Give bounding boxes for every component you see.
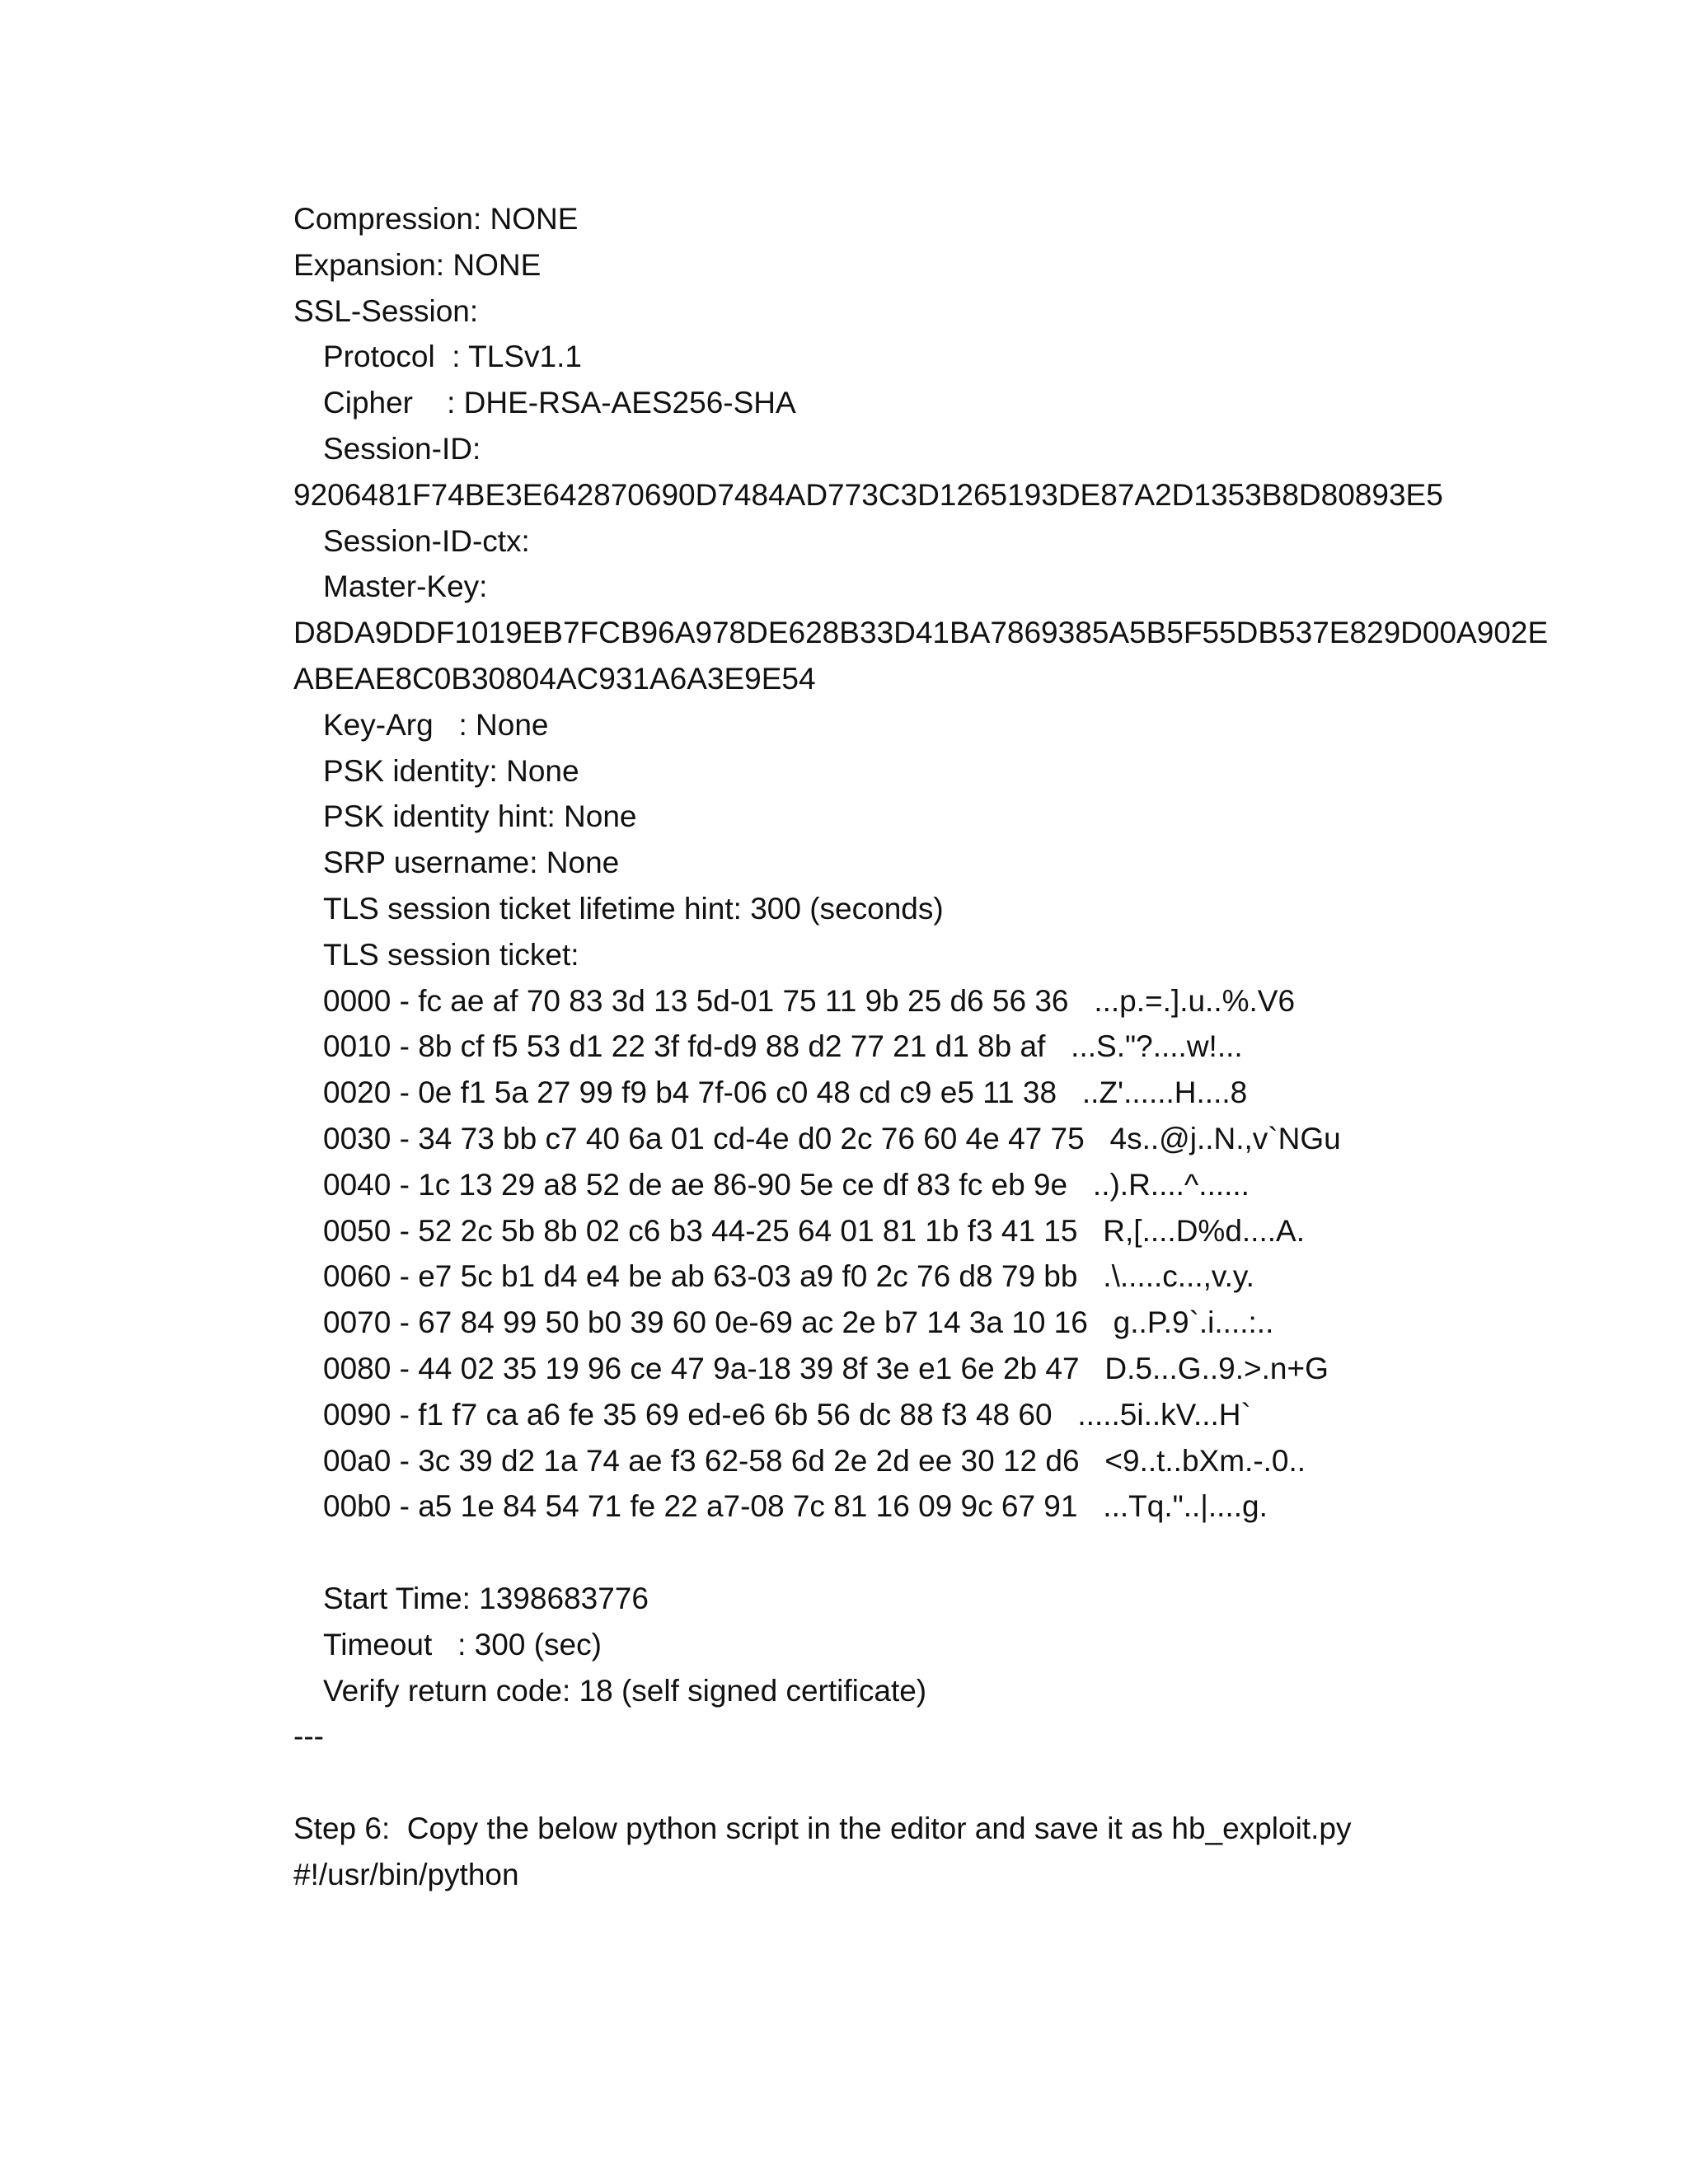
hex-dump-line: 0080 - 44 02 35 19 96 ce 47 9a-18 39 8f 3e e1 6e 2b 47 D.5...G..9.>.n+G [323, 1351, 1329, 1385]
hex-dump-line: 0020 - 0e f1 5a 27 99 f9 b4 7f-06 c0 48 cd c9 e5 11 38 ..Z'......H....8 [323, 1076, 1248, 1110]
hex-dump-line: 0040 - 1c 13 29 a8 52 de ae 86-90 5e ce df 83 fc eb 9e ..).R....^...... [323, 1167, 1250, 1202]
text-line: PSK identity: None [323, 753, 579, 788]
hex-dump-line: 0050 - 52 2c 5b 8b 02 c6 b3 44-25 64 01 81 1b f3 41 15 R,[....D%d....A. [323, 1213, 1305, 1248]
hex-dump-line: 0000 - fc ae af 70 83 3d 13 5d-01 75 11 9b 25 d6 56 36 ...p.=.].u..%.V6 [323, 983, 1296, 1018]
text-line: SSL-Session: [293, 293, 479, 328]
text-line: ABEAE8C0B30804AC931A6A3E9E54 [293, 661, 816, 696]
text-line: Master-Key: [323, 569, 488, 604]
hex-dump-line: 0060 - e7 5c b1 d4 e4 be ab 63-03 a9 f0 2c 76 d8 79 bb .\.....c...,v.y. [323, 1259, 1254, 1294]
text-line: Expansion: NONE [293, 247, 542, 282]
blank-line [293, 1530, 1645, 1576]
text-line: SRP username: None [323, 846, 620, 880]
text-line: Verify return code: 18 (self signed certificate) [323, 1673, 927, 1708]
hex-dump-line: 0070 - 67 84 99 50 b0 39 60 0e-69 ac 2e b7 14 3a 10 16 g..P.9`.i....:.. [323, 1305, 1274, 1340]
blank-line [293, 1760, 1645, 1806]
separator-line: --- [293, 1719, 324, 1754]
hex-dump-line: 00a0 - 3c 39 d2 1a 74 ae f3 62-58 6d 2e 2d ee 30 12 d6 <9..t..bXm.-.0.. [323, 1443, 1306, 1478]
document-page [293, 196, 1645, 1897]
hex-dump-line: 00b0 - a5 1e 84 54 71 fe 22 a7-08 7c 81 16 09 9c 67 91 ...Tq."..|....g. [323, 1489, 1268, 1524]
hex-dump-line: 0090 - f1 f7 ca a6 fe 35 69 ed-e6 6b 56 dc 88 f3 48 60 .....5i..kV...H` [323, 1397, 1251, 1432]
text-line: Timeout : 300 (sec) [323, 1627, 602, 1661]
text-line: Key-Arg : None [323, 707, 549, 742]
step-heading: Step 6: Copy the below python script in the editor and save it as hb_exploit.py [293, 1811, 1352, 1845]
text-line: TLS session ticket lifetime hint: 300 (seconds) [323, 891, 944, 926]
code-line: #!/usr/bin/python [293, 1857, 519, 1891]
text-line: D8DA9DDF1019EB7FCB96A978DE628B33D41BA7869385A5B5F55DB537E829D00A902E [293, 616, 1549, 650]
text-line: 9206481F74BE3E642870690D7484AD773C3D1265193DE87A2D1353B8D80893E5 [293, 477, 1443, 512]
text-line: TLS session ticket: [323, 937, 579, 972]
text-line: Protocol : TLSv1.1 [323, 340, 582, 374]
text-line: Session-ID: [323, 431, 481, 466]
text-line: Cipher : DHE-RSA-AES256-SHA [323, 386, 796, 420]
text-line: PSK identity hint: None [323, 799, 637, 834]
text-line: Start Time: 1398683776 [323, 1581, 649, 1615]
hex-dump-line: 0010 - 8b cf f5 53 d1 22 3f fd-d9 88 d2 77 21 d1 8b af ...S."?....w!... [323, 1029, 1243, 1064]
hex-dump-line: 0030 - 34 73 bb c7 40 6a 01 cd-4e d0 2c 76 60 4e 47 75 4s..@j..N.,v`NGu [323, 1121, 1341, 1155]
text-line: Compression: NONE [293, 202, 579, 236]
text-line: Session-ID-ctx: [323, 523, 530, 558]
